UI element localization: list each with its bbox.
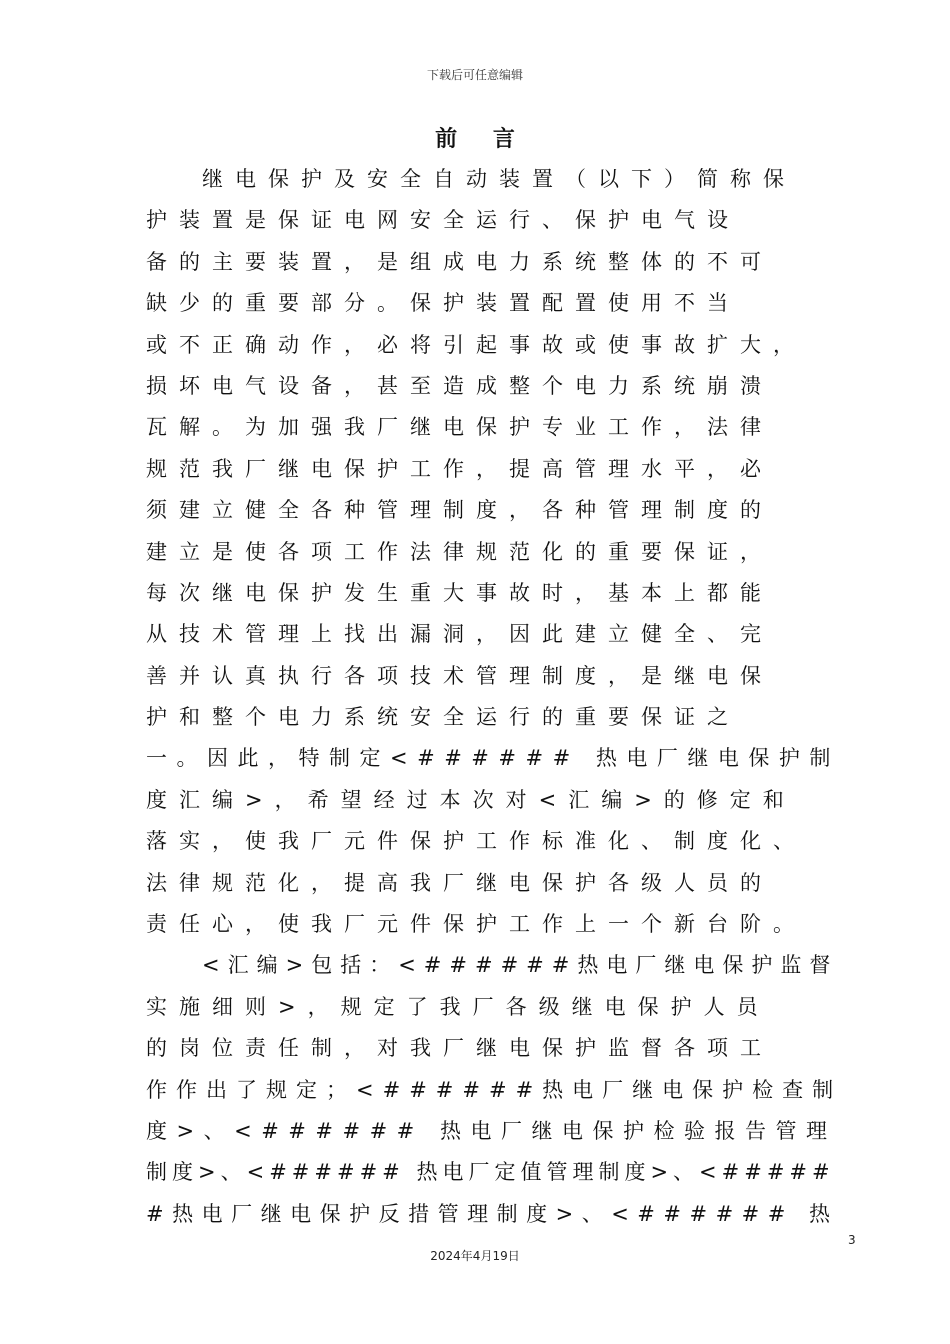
paragraph-1-line-15: 一。因此，特制定<###### 热电厂继电保护制 [146,746,840,771]
paragraph-1-line-7: 瓦解。为加强我厂继电保护专业工作，法律 [146,415,773,440]
paragraph-1-line-2: 护装置是保证电网安全运行、保护电气设 [146,208,740,233]
paragraph-1-line-18: 法律规范化，提高我厂继电保护各级人员的 [146,870,773,895]
page-header: 下载后可任意编辑 [426,68,523,82]
paragraph-1-line-11: 每次继电保护发生重大事故时，基本上都能 [146,580,773,605]
paragraph-2-line-3: 的岗位责任制，对我厂继电保护监督各项工 [146,1036,773,1061]
paragraph-1-line-14: 护和整个电力系统安全运行的重要保证之 [146,705,740,730]
paragraph-2-line-7: #热电厂继电保护反措管理制度>、<###### 热 [146,1201,839,1226]
paragraph-1-line-6: 损坏电气设备，甚至造成整个电力系统崩溃 [146,373,773,398]
paragraph-1-line-9: 须建立健全各种管理制度，各种管理制度的 [146,498,773,523]
paragraph-1-line-3: 备的主要装置，是组成电力系统整体的不可 [146,249,773,274]
paragraph-1-line-13: 善并认真执行各项技术管理制度，是继电保 [146,663,773,688]
paragraph-1-line-8: 规范我厂继电保护工作，提高管理水平，必 [146,456,773,481]
paragraph-2-line-4: 作作出了规定；<######热电厂继电保护检查制 [146,1077,843,1102]
paragraph-1-line-5: 或不正确动作，必将引起事故或使事故扩大， [146,332,806,357]
paragraph-1-line-16: 度汇编>，希望经过本次对<汇编>的修定和 [146,787,796,812]
paragraph-1-line-17: 落实，使我厂元件保护工作标准化、制度化、 [146,829,806,854]
paragraph-1-line-4: 缺少的重要部分。保护装置配置使用不当 [146,291,740,316]
page-footer-date: 2024年4月19日 [430,1249,520,1263]
paragraph-2-line-6: 制度>、<###### 热电厂定值管理制度>、<##### [146,1160,835,1185]
paragraph-2-line-2: 实施细则>，规定了我厂各级继电保护人员 [146,994,770,1019]
page-number: 3 [848,1233,856,1247]
paragraph-2-line-1: <汇编>包括：<######热电厂继电保护监督 [202,953,839,978]
paragraph-1-line-12: 从技术管理上找出漏洞，因此建立健全、完 [146,622,773,647]
body-text [146,162,846,1238]
page-title: 前 言 [435,127,529,152]
paragraph-1-line-1: 继电保护及安全自动装置（以下）简称保 [202,167,796,191]
paragraph-2-line-5: 度>、<###### 热电厂继电保护检验报告管理 [146,1118,837,1143]
paragraph-1-line-10: 建立是使各项工作法律规范化的重要保证， [146,539,773,564]
paragraph-1-line-19: 责任心，使我厂元件保护工作上一个新台阶。 [146,912,806,937]
